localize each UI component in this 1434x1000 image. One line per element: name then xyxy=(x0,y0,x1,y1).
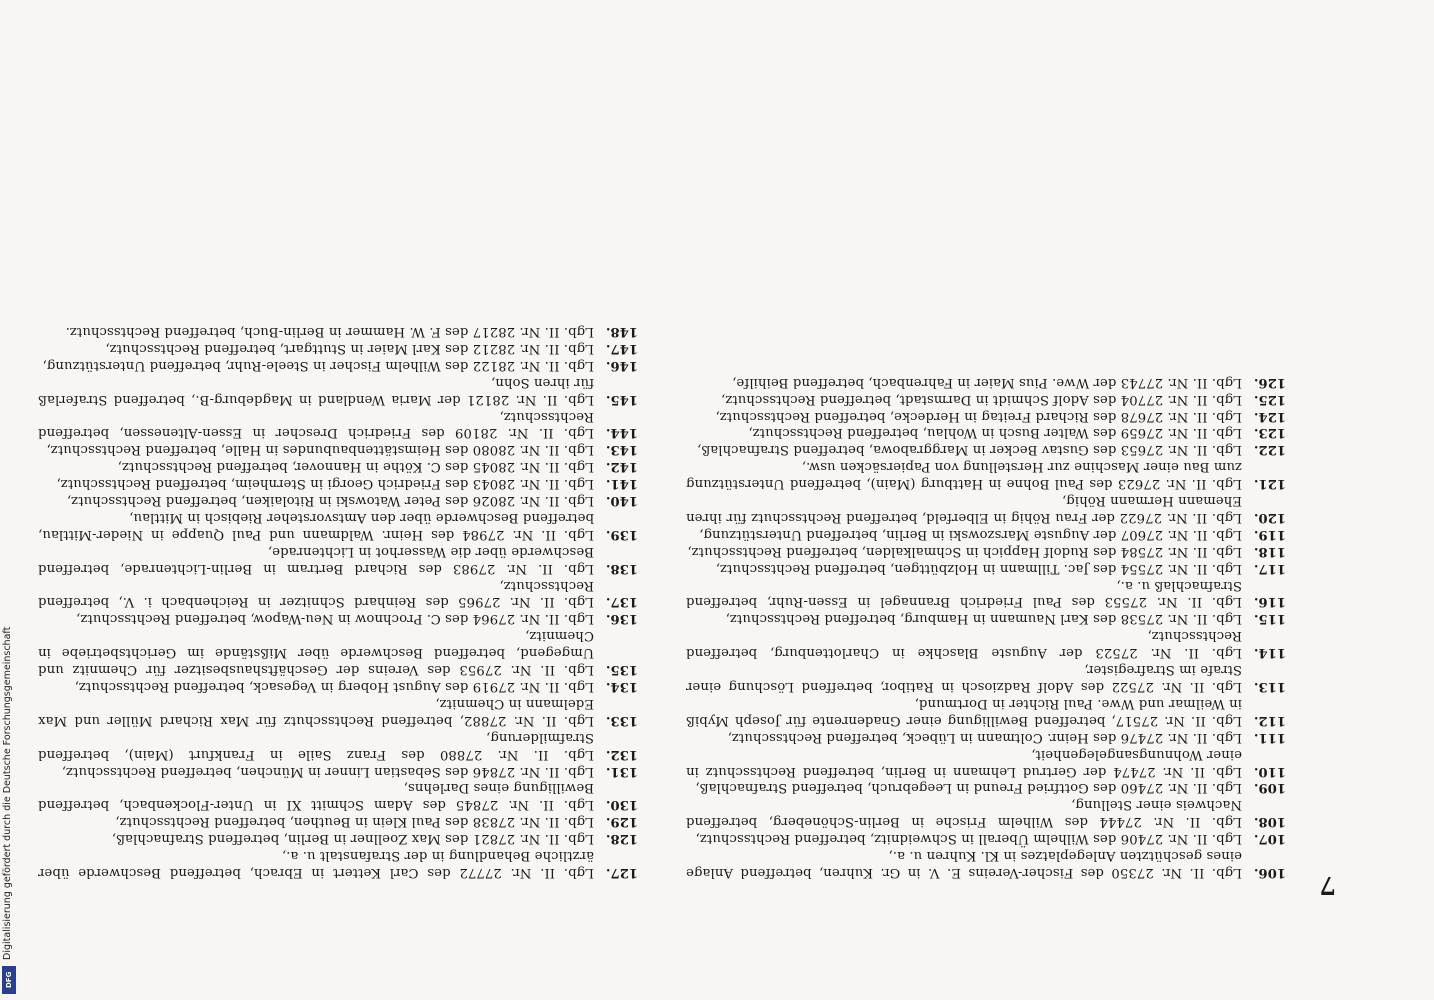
list-item xyxy=(38,626,638,677)
entry-text: Lgb. II. Nr. 27983 des Richard Bertram in Berlin-Lichtenrade, betreffend Beschwerde über die Wasserhot in Lichtenrade, xyxy=(38,543,594,576)
list-item xyxy=(38,610,638,627)
entry-text: Lgb. II. Nr. 27964 des C. Prochnow in Neu-Wapow, betreffend Rechtsschutz, xyxy=(75,611,594,627)
entry-number: 147. xyxy=(605,340,638,356)
list-item xyxy=(686,525,1286,542)
right-column xyxy=(38,120,638,880)
entry-text: Lgb. II. Nr. 27474 der Gertrud Lehmann in Berlin, betreffend Rechtsschutz in einer Wohnungsangelegenheit, xyxy=(686,746,1242,779)
entry-number: 145. xyxy=(605,391,638,407)
entry-number: 142. xyxy=(605,459,638,475)
entry-text: Lgb. II. Nr. 27460 des Gottfried Freund in Leegebruch, betreffend Strafnachlaß, xyxy=(695,780,1242,796)
list-item xyxy=(38,677,638,694)
entry-text: Lgb. II. Nr. 28109 des Friedrich Drescher in Essen-Altenessen, betreffend Rechtsschutz, xyxy=(38,408,594,441)
credit-text: Digitalisierung gefördert durch die Deutsche Forschungsgemeinschaft xyxy=(2,626,13,960)
entry-text: Lgb. II. Nr. 28043 des Friedrich Georgi in Sternheim, betreffend Rechtsschutz, xyxy=(56,476,594,492)
entry-number: 129. xyxy=(605,814,638,830)
list-item xyxy=(38,829,638,846)
entry-number: 121. xyxy=(1253,476,1286,492)
entry-number: 106. xyxy=(1253,865,1286,880)
digitization-credit xyxy=(2,0,16,1000)
entry-text: Lgb. II. Nr. 27838 des Paul Klein in Beuthen, betreffend Rechtsschutz, xyxy=(115,814,594,830)
entry-number: 109. xyxy=(1253,780,1286,796)
entry-number: 134. xyxy=(605,679,638,695)
entry-number: 139. xyxy=(605,526,638,542)
entry-number: 135. xyxy=(605,662,638,678)
entry-number: 132. xyxy=(605,746,638,762)
entry-number: 122. xyxy=(1253,442,1286,458)
list-item xyxy=(686,542,1286,559)
entry-number: 119. xyxy=(1253,526,1286,542)
entry-number: 133. xyxy=(605,712,638,728)
entry-number: 117. xyxy=(1253,560,1286,576)
entry-number: 111. xyxy=(1253,729,1286,745)
entry-number: 130. xyxy=(605,797,638,813)
entry-text: Lgb. II. Nr. 28212 des Karl Maier in Stuttgart, betreffend Rechtsschutz, xyxy=(105,340,594,356)
entry-text: Lgb. II. Nr. 28080 des Heimstättenbaubundes in Halle, betreffend Rechtsschutz, xyxy=(46,442,594,458)
entry-text: Lgb. II. Nr. 27523 der Auguste Blaschke in Charlottenburg, betreffend Rechtsschutz, xyxy=(686,628,1242,661)
entry-number: 112. xyxy=(1253,712,1286,728)
list-item xyxy=(38,491,638,508)
entry-number: 118. xyxy=(1253,543,1286,559)
entry-number: 110. xyxy=(1253,763,1286,779)
list-item xyxy=(686,440,1286,457)
entry-text: Lgb. II. Nr. 27476 des Heinr. Coltmann in Lübeck, betreffend Rechtsschutz, xyxy=(727,729,1242,745)
list-item xyxy=(38,474,638,491)
entry-text: Lgb. II. Nr. 27522 des Adolf Radziosch in Ratibor, betreffend Löschung einer Strafe im Strafregister, xyxy=(686,662,1242,695)
list-item xyxy=(38,508,638,542)
entry-text: Lgb. II. Nr. 27350 des Fischer-Vereins E. V. in Gr. Kuhren, betreffend Anlage eines geschützten Anlegeplatzes in Kl. Kuhren u. a., xyxy=(686,848,1242,880)
entry-text: Lgb. II. Nr. 27406 des Wilhelm Überall in Schweidnitz, betreffend Rechtsschutz, xyxy=(695,831,1242,847)
list-item xyxy=(38,762,638,779)
dfg-logo: DFG xyxy=(2,966,16,994)
list-item xyxy=(38,542,638,576)
entry-text: Lgb. II. Nr. 27623 des Paul Bohne in Hattburg (Main), betreffend Unterstützung zum Bau einer Maschine zur Herstellung von Papiersäcken usw., xyxy=(686,459,1242,492)
entry-number: 128. xyxy=(605,831,638,847)
entry-text: Lgb. II. Nr. 27444 des Wilhelm Frische in Berlin-Schöneberg, betreffend Nachweis einer Stellung, xyxy=(686,797,1242,830)
entry-text: Lgb. II. Nr. 27743 der Wwe. Pius Maier in Fahrenbach, betreffend Beihilfe, xyxy=(732,374,1242,390)
entry-number: 107. xyxy=(1253,831,1286,847)
entry-text: Lgb. II. Nr. 27845 des Adam Schmitt XI in Unter-Flockenbach, betreffend Bewilligung eines Darlehns, xyxy=(38,780,594,813)
list-item xyxy=(686,491,1286,525)
entry-text: Lgb. II. Nr. 27517, betreffend Bewilligung einer Gnadenrente für Joseph Mybiß in Weilmar und Wwe. Paul Richter in Dortmund, xyxy=(686,695,1242,728)
entry-text: Lgb. II. Nr. 27846 des Sebastian Linner in München, betreffend Rechtsschutz, xyxy=(61,763,594,779)
list-item xyxy=(38,457,638,474)
entry-text: Lgb. II. Nr. 27678 des Richard Freitag in Herdecke, betreffend Rechtsschutz, xyxy=(715,408,1242,424)
list-item xyxy=(686,660,1286,694)
list-item xyxy=(38,576,638,610)
entry-text: Lgb. II. Nr. 27821 des Max Zoellner in Berlin, betreffend Strafnachlaß, xyxy=(111,831,594,847)
entry-number: 144. xyxy=(605,425,638,441)
entry-number: 148. xyxy=(605,324,638,339)
page-number: 7 xyxy=(1319,871,1336,900)
entry-number: 113. xyxy=(1253,679,1286,695)
entry-text: Lgb. II. Nr. 27538 des Karl Naumann in Hamburg, betreffend Rechtsschutz, xyxy=(725,611,1242,627)
list-item xyxy=(686,694,1286,728)
list-item xyxy=(686,407,1286,424)
entry-number: 108. xyxy=(1253,814,1286,830)
list-item xyxy=(686,829,1286,846)
entry-text: Lgb. II. Nr. 27984 des Heinr. Waldmann und Paul Quappe in Nieder-Mittlau, betreffend Beschwerde über den Amtsvorsteher Riebisch in Mittlau, xyxy=(38,509,594,542)
entry-number: 143. xyxy=(605,442,638,458)
list-item xyxy=(686,390,1286,407)
entry-text: Lgb. II. Nr. 28217 des F. W. Hammer in Berlin-Buch, betreffend Rechtsschutz. xyxy=(65,324,594,339)
list-item xyxy=(686,373,1286,390)
list-item xyxy=(686,424,1286,441)
entry-number: 136. xyxy=(605,611,638,627)
entry-number: 114. xyxy=(1253,645,1286,661)
list-item xyxy=(686,846,1286,880)
list-item xyxy=(38,339,638,356)
entry-number: 124. xyxy=(1253,408,1286,424)
list-item xyxy=(686,610,1286,627)
entry-text: Lgb. II. Nr. 27882, betreffend Rechtsschutz für Max Richard Müller und Max Edelmann in Chemnitz, xyxy=(38,695,594,728)
list-item xyxy=(38,373,638,407)
entry-text: Lgb. II. Nr. 28121 der Maria Wendland in Magdeburg-B., betreffend Straferlaß für ihren Sohn, xyxy=(38,374,594,407)
entry-number: 131. xyxy=(605,763,638,779)
entry-text: Lgb. II. Nr. 27880 des Franz Saile in Frankfurt (Main), betreffend Strafmilderung, xyxy=(38,729,594,762)
left-column xyxy=(686,120,1286,880)
list-item xyxy=(686,779,1286,796)
list-item xyxy=(38,812,638,829)
list-item xyxy=(38,846,638,880)
entry-number: 127. xyxy=(605,865,638,880)
entry-text: Lgb. II. Nr. 27772 des Carl Kettert in Ebrach, betreffend Beschwerde über ärztliche Behandlung in der Strafanstalt u. a., xyxy=(38,848,594,880)
entry-text: Lgb. II. Nr. 27653 des Gustav Becker in Marggrabowa, betreffend Strafnachlaß, xyxy=(696,442,1242,458)
entry-text: Lgb. II. Nr. 27622 der Frau Röhig in Elberfeld, betreffend Rechtsschutz für ihren Ehemann Hermann Röhig, xyxy=(686,493,1242,525)
entry-text: Lgb. II. Nr. 27919 des August Hoberg in Vegesack, betreffend Rechtsschutz, xyxy=(74,679,594,695)
list-item xyxy=(38,728,638,762)
entry-text: Lgb. II. Nr. 28122 des Wilhelm Fischer in Steele-Ruhr, betreffend Unterstützung, xyxy=(42,357,594,373)
entry-number: 141. xyxy=(605,476,638,492)
entry-number: 123. xyxy=(1253,425,1286,441)
entry-text: Lgb. II. Nr. 28045 des C. Köthe in Hannover, betreffend Rechtsschutz, xyxy=(117,459,594,475)
entry-text: Lgb. II. Nr. 27554 des Jac. Tillmann in Holzbüttgen, betreffend Rechtsschutz, xyxy=(715,560,1242,576)
entry-text: Lgb. II. Nr. 27953 des Vereins der Geschäftshausbesitzer für Chemnitz und Umgegend, betreffend Beschwerde über Mißstände im Gerichtsbetriebe in Chemnitz, xyxy=(38,628,594,678)
entry-text: Lgb. II. Nr. 27704 des Adolf Schmidt in Darmstadt, betreffend Rechtsschutz, xyxy=(720,391,1242,407)
entry-text: Lgb. II. Nr. 28026 des Peter Watowski in Ritolaiken, betreffend Rechtsschutz, xyxy=(66,493,594,509)
list-item xyxy=(686,559,1286,576)
entry-text: Lgb. II. Nr. 27584 des Rudolf Happich in Schmalkalden, betreffend Rechtsschutz, xyxy=(687,543,1242,559)
entry-text: Lgb. II. Nr. 27965 des Reinhard Schnitzer in Reichenbach i. V., betreffend Rechtsschutz, xyxy=(38,577,594,610)
entry-number: 137. xyxy=(605,594,638,610)
entry-number: 138. xyxy=(605,560,638,576)
entry-number: 146. xyxy=(605,357,638,373)
list-item xyxy=(38,779,638,813)
list-item xyxy=(686,728,1286,745)
list-item xyxy=(38,440,638,457)
list-item xyxy=(38,356,638,373)
entry-text: Lgb. II. Nr. 27659 des Walter Busch in Wohlau, betreffend Rechtsschutz, xyxy=(748,425,1242,441)
entry-number: 140. xyxy=(605,493,638,509)
entry-number: 115. xyxy=(1253,611,1286,627)
list-item xyxy=(686,745,1286,779)
list-item xyxy=(686,795,1286,829)
list-item xyxy=(686,576,1286,610)
list-item xyxy=(686,457,1286,491)
entry-number: 125. xyxy=(1253,391,1286,407)
list-item xyxy=(38,322,638,339)
list-item xyxy=(38,407,638,441)
list-item xyxy=(686,626,1286,660)
entry-number: 120. xyxy=(1253,509,1286,525)
entry-text: Lgb. II. Nr. 27607 der Auguste Marszowski in Berlin, betreffend Unterstützung, xyxy=(699,526,1242,542)
list-item xyxy=(38,694,638,728)
entry-text: Lgb. II. Nr. 27553 des Paul Friedrich Brannagel in Essen-Ruhr, betreffend Strafnachlaß u. a., xyxy=(686,577,1242,610)
entry-number: 116. xyxy=(1253,594,1286,610)
entry-number: 126. xyxy=(1253,374,1286,390)
